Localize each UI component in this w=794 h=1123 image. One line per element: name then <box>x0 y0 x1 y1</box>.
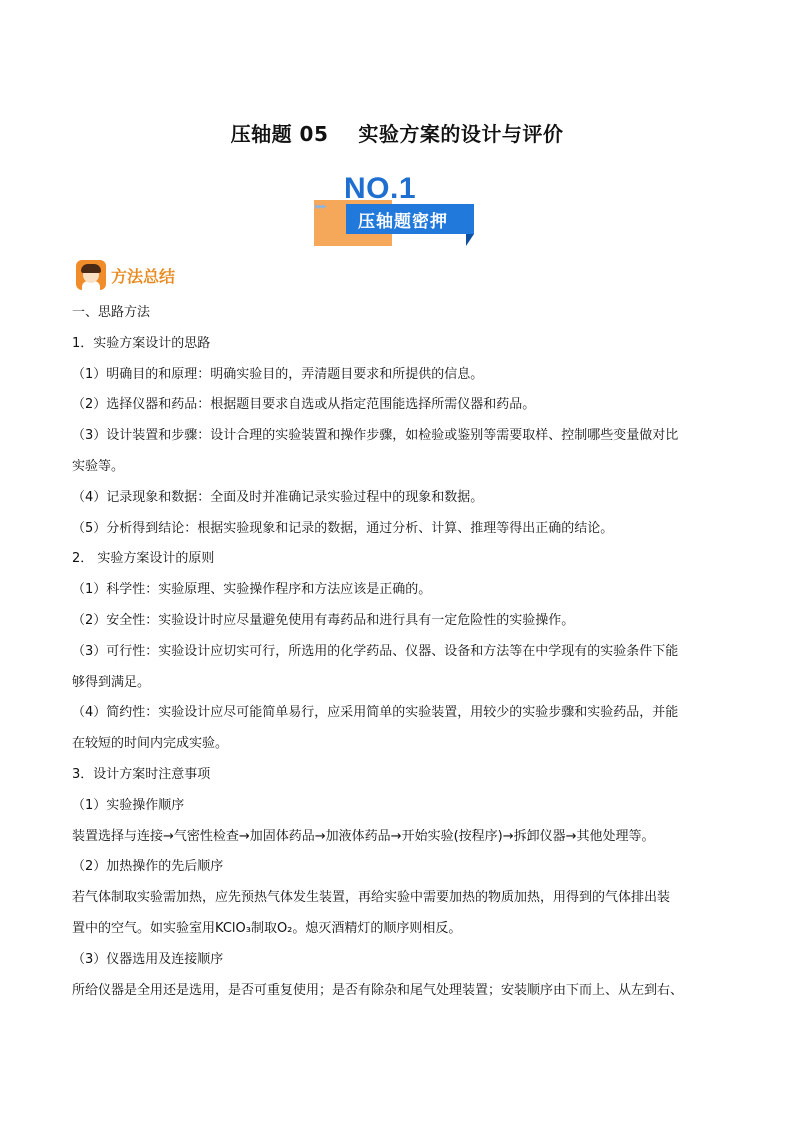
text-line: 1．实验方案设计的思路 <box>72 335 211 351</box>
method-summary-heading <box>76 259 175 291</box>
badge-label: 压轴题密押 <box>358 212 448 232</box>
text-line: 3．设计方案时注意事项 <box>72 766 211 782</box>
title-text: 实验方案的设计与评价 <box>358 122 564 146</box>
text-line: （3）可行性：实验设计应切实可行，所选用的化学药品、仪器、设备和方法等在中学现有的实验条件下能 <box>72 643 679 659</box>
text-line: （4）简约性：实验设计应尽可能简单易行，应采用简单的实验装置，用较少的实验步骤和实验药品，并能 <box>72 705 679 721</box>
title-number: 压轴题 05 <box>230 122 329 146</box>
text-line: （2）安全性：实验设计时应尽量避免使用有毒药品和进行具有一定危险性的实验操作。 <box>72 612 575 628</box>
text-line: 所给仪器是全用还是选用，是否可重复使用；是否有除杂和尾气处理装置；安装顺序由下而上、从左到右、 <box>72 982 684 998</box>
teacher-avatar-icon <box>76 260 106 290</box>
text-line: 若气体制取实验需加热，应先预热气体发生装置，再给实验中需要加热的物质加热，用得到的气体排出装 <box>72 890 671 906</box>
text-line: （2）加热操作的先后顺序 <box>72 859 224 875</box>
text-line: （1）明确目的和原理：明确实验目的，弄清题目要求和所提供的信息。 <box>72 366 484 382</box>
badge-number: NO.1 <box>344 172 417 205</box>
text-line: 置中的空气。如实验室用KClO₃制取O₂。熄灭酒精灯的顺序则相反。 <box>72 920 462 936</box>
text-line: （4）记录现象和数据：全面及时并准确记录实验过程中的现象和数据。 <box>72 489 484 505</box>
section-badge <box>312 172 480 250</box>
text-line: 够得到满足。 <box>72 674 151 690</box>
badge-fold <box>466 234 474 246</box>
text-line: （1）实验操作顺序 <box>72 797 185 813</box>
text-line: （3）设计装置和步骤：设计合理的实验装置和操作步骤，如检验或鉴别等需要取样、控制哪些变量做对比 <box>72 428 679 444</box>
badge-arrows-icon: ▸▸▸ <box>315 202 326 212</box>
page-title <box>0 118 794 147</box>
text-line: 一、思路方法 <box>72 305 151 320</box>
text-line: （3）仪器选用及连接顺序 <box>72 951 224 967</box>
method-heading-text: 方法总结 <box>111 266 176 286</box>
text-line: 装置选择与连接→气密性检查→加固体药品→加液体药品→开始实验(按程序)→拆卸仪器→其他处理等。 <box>72 828 655 844</box>
text-line: （5）分析得到结论：根据实验现象和记录的数据，通过分析、计算、推理等得出正确的结论。 <box>72 520 614 536</box>
text-line: （2）选择仪器和药品：根据题目要求自选或从指定范围能选择所需仪器和药品。 <box>72 397 536 413</box>
text-line: 实验等。 <box>72 458 125 474</box>
text-line: 2． 实验方案设计的原则 <box>72 551 215 567</box>
text-line: 在较短的时间内完成实验。 <box>72 736 229 752</box>
body-text <box>72 298 742 1006</box>
text-line: （1）科学性：实验原理、实验操作程序和方法应该是正确的。 <box>72 582 432 598</box>
